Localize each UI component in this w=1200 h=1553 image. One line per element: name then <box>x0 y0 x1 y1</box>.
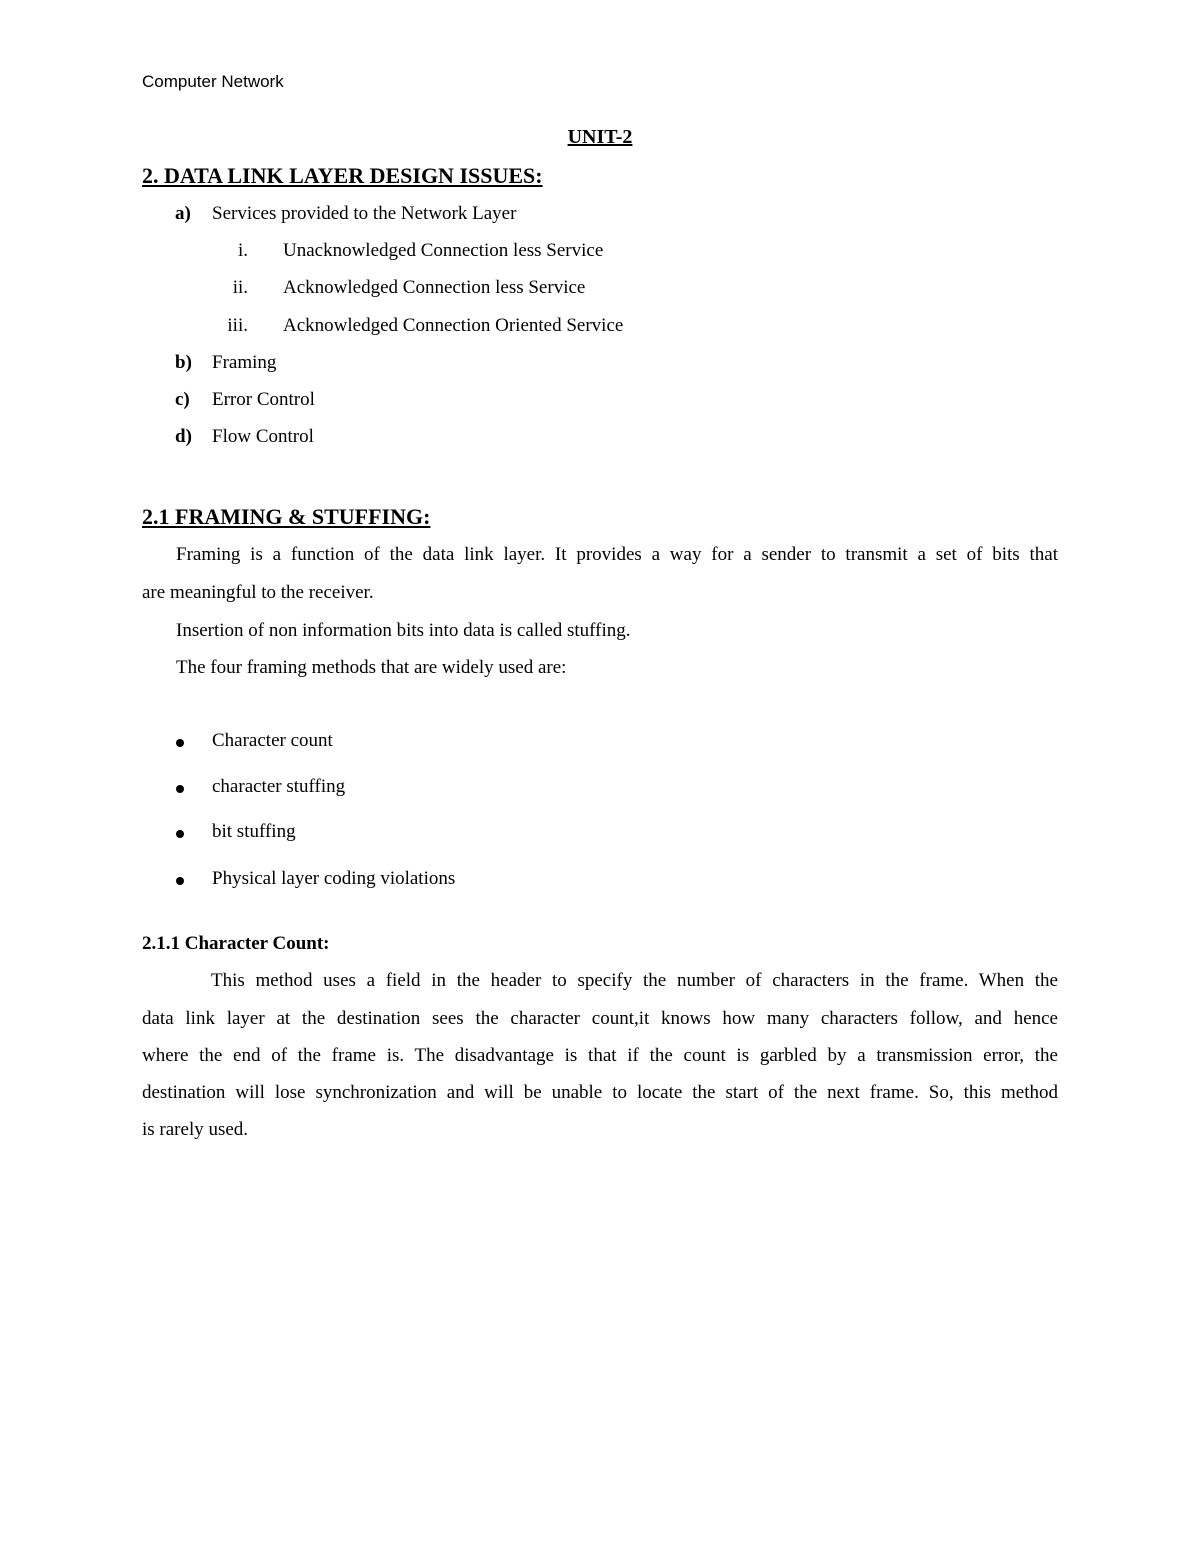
sub-list-item-text: Acknowledged Connection Oriented Service <box>283 315 624 336</box>
list-item-text: Services provided to the Network Layer <box>212 203 517 224</box>
unit-title: UNIT-2 <box>567 126 633 148</box>
section-2-1-1-heading: 2.1.1 Character Count: <box>142 933 330 954</box>
bullet-icon <box>176 739 184 747</box>
paragraph-line: are meaningful to the receiver. <box>142 582 374 603</box>
running-header: Computer Network <box>142 72 284 91</box>
bullet-text: Physical layer coding violations <box>212 868 456 889</box>
list-item-text: Framing <box>212 352 277 373</box>
paragraph-line: destination will lose synchronization and will be unable to locate the start of the next frame. So, this method <box>142 1082 1058 1103</box>
sub-list-marker: i. <box>237 240 248 261</box>
sub-list-marker: ii. <box>232 277 248 298</box>
bullet-icon <box>176 785 184 793</box>
paragraph: The four framing methods that are widely used are: <box>176 657 567 678</box>
list-marker: a) <box>175 203 191 224</box>
paragraph-line: is rarely used. <box>142 1119 249 1140</box>
list-marker: c) <box>175 389 190 410</box>
list-marker: d) <box>175 426 192 447</box>
bullet-text: bit stuffing <box>212 821 296 842</box>
paragraph: Insertion of non information bits into data is called stuffing. <box>176 620 631 641</box>
paragraph-line: Framing is a function of the data link layer. It provides a way for a sender to transmit a set of bits that <box>176 544 1058 565</box>
bullet-icon <box>176 877 184 885</box>
section-2-heading: 2. DATA LINK LAYER DESIGN ISSUES: <box>142 163 543 188</box>
bullet-text: character stuffing <box>212 776 346 797</box>
list-marker: b) <box>175 352 192 373</box>
bullet-text: Character count <box>212 730 333 751</box>
sub-list-marker: iii. <box>227 315 248 336</box>
paragraph-line: where the end of the frame is. The disadvantage is that if the count is garbled by a transmission error, the <box>142 1045 1058 1066</box>
bullet-icon <box>176 830 184 838</box>
list-item-text: Flow Control <box>212 426 314 447</box>
paragraph-line: data link layer at the destination sees the character count,it knows how many characters follow, and hence <box>142 1008 1058 1029</box>
list-item-text: Error Control <box>212 389 315 410</box>
sub-list-item-text: Acknowledged Connection less Service <box>283 277 586 298</box>
section-2-1-heading: 2.1 FRAMING & STUFFING: <box>142 504 431 529</box>
sub-list-item-text: Unacknowledged Connection less Service <box>283 240 604 261</box>
paragraph-line: This method uses a field in the header to specify the number of characters in the frame. When the <box>211 970 1058 991</box>
